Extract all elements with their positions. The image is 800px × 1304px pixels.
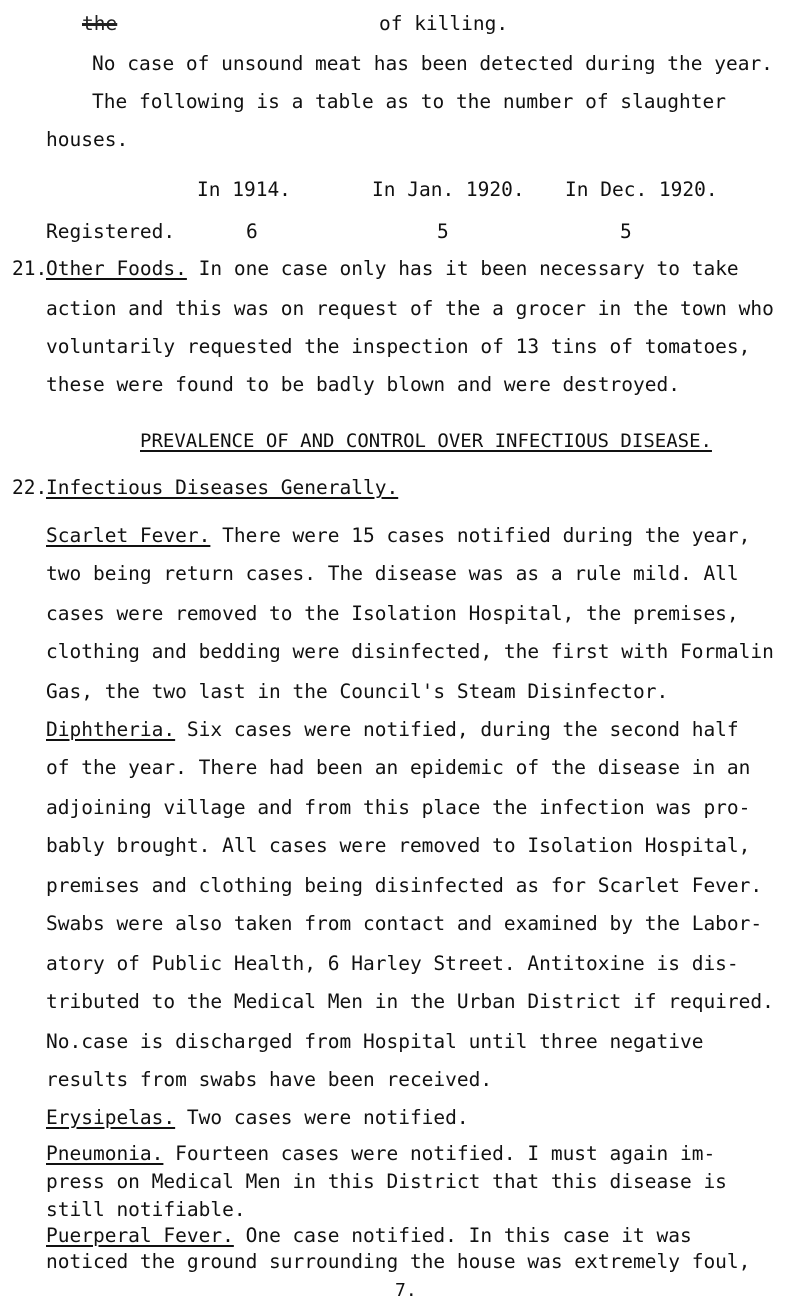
puerperal-first-line: [46, 1226, 692, 1246]
pneumonia-first-line: [46, 1144, 715, 1164]
pneumonia-line: still notifiable.: [46, 1198, 246, 1221]
table-col-header: In 1914.: [197, 178, 291, 201]
erysipelas-heading: Erysipelas.: [46, 1106, 176, 1129]
diphtheria-line: atory of Public Health, 6 Harley Street. Antitoxine is dis-: [46, 952, 739, 975]
section-number: 22.: [12, 476, 48, 499]
para-unsound-line: houses.: [46, 128, 129, 151]
table-cell: 5: [437, 220, 449, 243]
table-row-label: Registered.: [46, 220, 176, 243]
puerperal-heading: Puerperal Fever.: [46, 1224, 234, 1247]
diphtheria-heading: Diphtheria.: [46, 718, 176, 741]
section21-text: In one case only has it been necessary to take: [186, 257, 739, 280]
diphtheria-line: bably brought. All cases were removed to Isolation Hospital,: [46, 834, 751, 857]
erysipelas-text: Two cases were notified.: [175, 1106, 469, 1129]
section21-line: action and this was on request of the a grocer in the town who: [46, 297, 774, 320]
section21-line: voluntarily requested the inspection of 13 tins of tomatoes,: [46, 335, 751, 358]
diphtheria-line: No.case is discharged from Hospital until three negative: [46, 1030, 704, 1053]
struck-text: the: [82, 12, 118, 35]
diphtheria-line: results from swabs have been received.: [46, 1068, 493, 1091]
table-cell: 5: [620, 220, 632, 243]
puerperal-line: noticed the ground surrounding the house was extremely foul,: [46, 1250, 751, 1273]
pneumonia-text: Fourteen cases were notified. I must again im-: [163, 1142, 716, 1165]
table-cell: 6: [246, 220, 258, 243]
para-unsound-line: No case of unsound meat has been detected during the year.: [92, 52, 773, 75]
diphtheria-text: Six cases were notified, during the second half: [175, 718, 739, 741]
section21-line: these were found to be badly blown and were destroyed.: [46, 373, 680, 396]
diphtheria-line: tributed to the Medical Men in the Urban District if required.: [46, 990, 774, 1013]
scarlet-line: two being return cases. The disease was as a rule mild. All: [46, 562, 739, 585]
pneumonia-heading: Pneumonia.: [46, 1142, 164, 1165]
scarlet-heading: Scarlet Fever.: [46, 524, 211, 547]
scarlet-line: Gas, the two last in the Council's Steam Disinfector.: [46, 680, 669, 703]
diphtheria-line: of the year. There had been an epidemic of the disease in an: [46, 756, 751, 779]
section21-heading: Other Foods.: [46, 257, 187, 280]
diphtheria-line: Swabs were also taken from contact and examined by the Labor-: [46, 912, 763, 935]
diphtheria-first-line: [46, 720, 739, 740]
para-unsound-line: The following is a table as to the number of slaughter: [92, 90, 726, 113]
section21-first-line: [46, 259, 739, 279]
scarlet-line: cases were removed to the Isolation Hospital, the premises,: [46, 602, 739, 625]
section22-heading: Infectious Diseases Generally.: [46, 476, 399, 499]
scarlet-line: clothing and bedding were disinfected, the first with Formalin: [46, 640, 774, 663]
diphtheria-line: adjoining village and from this place the infection was pro-: [46, 796, 751, 819]
scarlet-first-line: [46, 526, 750, 546]
opening-line: [82, 14, 508, 34]
pneumonia-line: press on Medical Men in this District that this disease is: [46, 1170, 727, 1193]
scarlet-text: There were 15 cases notified during the year,: [210, 524, 751, 547]
table-col-header: In Jan. 1920.: [372, 178, 525, 201]
erysipelas-line: [46, 1108, 469, 1128]
diphtheria-line: premises and clothing being disinfected as for Scarlet Fever.: [46, 874, 763, 897]
table-col-header: In Dec. 1920.: [565, 178, 718, 201]
page-number: 7.: [395, 1280, 417, 1301]
main-heading: PREVALENCE OF AND CONTROL OVER INFECTIOUS DISEASE.: [140, 430, 712, 452]
opening-text: of killing.: [367, 12, 509, 35]
puerperal-text: One case notified. In this case it was: [233, 1224, 692, 1247]
section-number: 21.: [12, 257, 48, 280]
